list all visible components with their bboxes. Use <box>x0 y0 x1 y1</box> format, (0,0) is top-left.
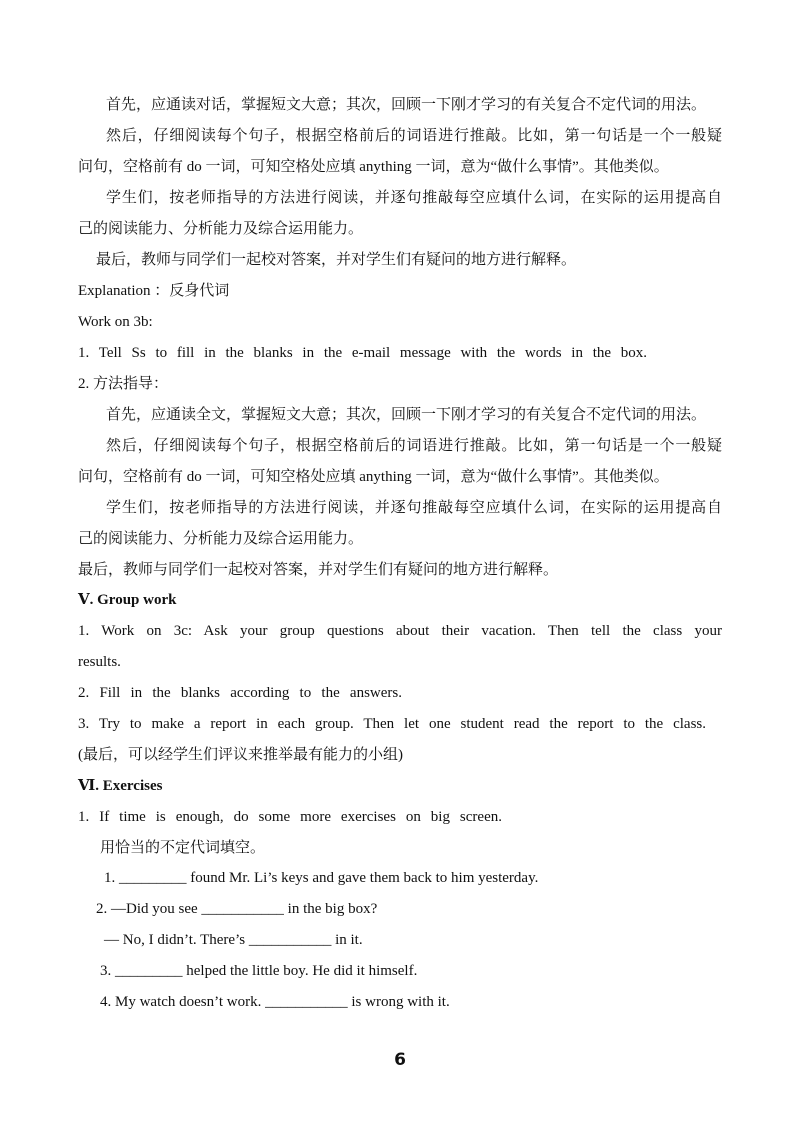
instruction-line: 1. If time is enough, do some more exercises on big screen. <box>78 809 502 825</box>
instruction-line: 2. 方法指导： <box>78 376 169 392</box>
paragraph-line: 学生们，按老师指导的方法进行阅读，并逐句推敲每空应填什么词，在实际的运用提高自 <box>106 190 722 206</box>
paragraph-line: 最后，教师与同学们一起校对答案，并对学生们有疑问的地方进行解释。 <box>96 252 577 268</box>
paragraph-line: 问句，空格前有 do 一词，可知空格处应填 anything 一词，意为“做什么事情”。其他类似。 <box>78 469 669 485</box>
instruction-line: 1. Tell Ss to fill in the blanks in the e-mail message with the words in the box. <box>78 345 647 361</box>
paragraph-line: 学生们，按老师指导的方法进行阅读，并逐句推敲每空应填什么词，在实际的运用提高自 <box>106 500 722 516</box>
paragraph-line: 最后，教师与同学们一起校对答案，并对学生们有疑问的地方进行解释。 <box>78 562 559 578</box>
instruction-line: 2. Fill in the blanks according to the answers. <box>78 685 402 701</box>
exercise-item: 1. _________ found Mr. Li’s keys and gave them back to him yesterday. <box>104 870 539 886</box>
paragraph-line: 首先，应通读全文，掌握短文大意；其次，回顾一下刚才学习的有关复合不定代词的用法。 <box>106 407 707 423</box>
section-heading: Ⅵ. Exercises <box>78 778 163 794</box>
instruction-line: results. <box>78 654 121 670</box>
exercise-item: 3. _________ helped the little boy. He did it himself. <box>100 963 418 979</box>
instruction-line: 1. Work on 3c: Ask your group questions about their vacation. Then tell the class your <box>78 623 722 639</box>
paragraph-line: 问句，空格前有 do 一词，可知空格处应填 anything 一词，意为“做什么事情”。其他类似。 <box>78 159 669 175</box>
section-heading: Ⅴ. Group work <box>78 592 177 608</box>
exercise-item: 4. My watch doesn’t work. ___________ is wrong with it. <box>100 994 450 1010</box>
paragraph-line: 首先，应通读对话，掌握短文大意；其次，回顾一下刚才学习的有关复合不定代词的用法。 <box>106 97 707 113</box>
instruction-line: 3. Try to make a report in each group. Then let one student read the report to the class. <box>78 716 706 732</box>
page-number: 6 <box>394 1050 406 1070</box>
paragraph-line: 己的阅读能力、分析能力及综合运用能力。 <box>78 221 364 237</box>
explanation-line: Explanation ：反身代词 <box>78 283 230 299</box>
section-subheading: Work on 3b: <box>78 314 153 330</box>
instruction-line: 用恰当的不定代词填空。 <box>100 840 266 856</box>
paragraph-line: 然后，仔细阅读每个句子，根据空格前后的词语进行推敲。比如，第一句话是一个一般疑 <box>106 438 722 454</box>
note-line: (最后，可以经学生们评议来推举最有能力的小组) <box>78 747 403 763</box>
paragraph-line: 己的阅读能力、分析能力及综合运用能力。 <box>78 531 364 547</box>
exercise-item: — No, I didn’t. There’s ___________ in it. <box>104 932 363 948</box>
paragraph-line: 然后，仔细阅读每个句子，根据空格前后的词语进行推敲。比如，第一句话是一个一般疑 <box>106 128 722 144</box>
exercise-item: 2. —Did you see ___________ in the big box? <box>96 901 378 917</box>
